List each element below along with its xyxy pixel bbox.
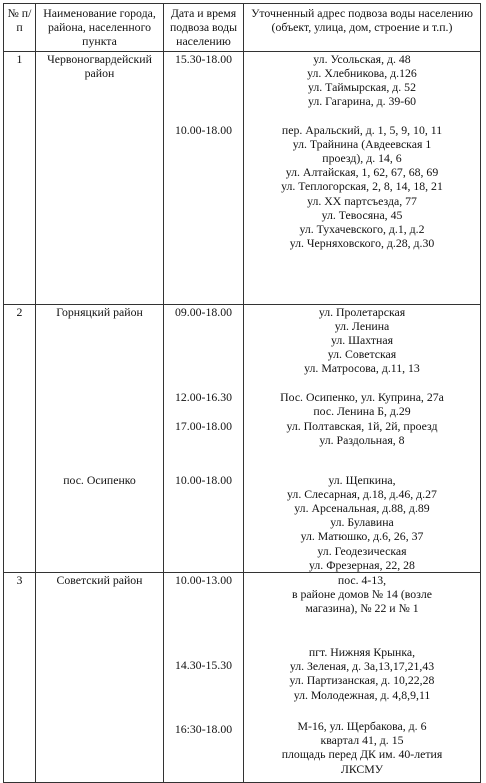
address-line: Пос. Осипенко, ул. Куприна, 27а — [280, 389, 444, 404]
time-slot: 10.00-18.00 — [174, 122, 232, 137]
address-line: ул. Пролетарская — [318, 304, 406, 319]
address-block — [246, 645, 478, 719]
table-row — [4, 51, 481, 304]
address-line: пгт. Нижняя Крынка, — [308, 645, 416, 660]
address-line: пос. Ленина Б, д.29 — [313, 403, 411, 418]
address-block — [246, 419, 478, 473]
header-time: Дата и время подвоза воды населению — [164, 4, 244, 52]
water-delivery-table — [3, 3, 481, 783]
address-block — [246, 719, 478, 776]
address-line: ул. Матросова, д.11, 13 — [304, 361, 420, 376]
address-line: ул. Зеленая, д. 3а,13,17,21,43 — [289, 659, 435, 674]
address-line: ул. Слесарная, д.18, д.46, д.27 — [287, 486, 437, 501]
row-district — [36, 304, 164, 572]
time-slot: 14.30-15.30 — [174, 658, 232, 673]
table-row — [4, 573, 481, 783]
address-line: пос. 4-13, — [337, 573, 387, 588]
row-addresses — [244, 573, 481, 783]
address-line: ул. Матюшко, д.6, 26, 37 — [300, 529, 424, 544]
header-num: № п/п — [4, 4, 36, 52]
row-num: 3 — [4, 573, 36, 783]
row-times — [164, 304, 244, 572]
row-district: Червоногвардейский район — [36, 51, 164, 304]
address-line: ул. Раздольная, 8 — [319, 432, 405, 447]
address-line: ул. Молодежная, д. 4,8,9,11 — [293, 687, 431, 702]
address-line: ул. Советская — [327, 347, 397, 362]
address-line: ул. Геодезическая — [317, 543, 407, 558]
time-slot: 17.00-18.00 — [174, 418, 232, 433]
address-line: ул. Черняховского, д.28, д.30 — [289, 236, 435, 251]
address-line: М-16, ул. Щербакова, д. 6 — [297, 719, 427, 734]
address-line: ул. Гагарина, д. 39-60 — [307, 94, 417, 109]
address-line: проезд), д. 14, 6 — [322, 151, 402, 166]
row-num: 2 — [4, 304, 36, 572]
address-line: пер. Аральский, д. 1, 5, 9, 10, 11 — [281, 122, 443, 137]
address-block — [246, 123, 478, 251]
address-line: ул. Таймырская, д. 52 — [308, 80, 416, 95]
address-line: ул. Полтавская, 1й, 2й, проезд — [286, 418, 438, 433]
row-num: 1 — [4, 51, 36, 304]
address-block — [246, 305, 478, 390]
address-line: ЛКСМУ — [340, 761, 384, 776]
address-line: ул. XX партсъезда, 77 — [307, 193, 417, 208]
district-name: Горняцкий район — [56, 304, 143, 319]
time-slot: 10.00-18.00 — [174, 472, 232, 487]
address-block — [246, 573, 478, 645]
time-slot: 16:30-18.00 — [174, 722, 233, 737]
address-line: ул. Ленина — [334, 318, 390, 333]
row-addresses — [244, 304, 481, 572]
settlement-name: пос. Осипенко — [63, 472, 136, 487]
address-line: ул. Тухачевского, д.1, д.2 — [299, 222, 425, 237]
address-block — [246, 473, 478, 572]
address-line: площадь перед ДК им. 40-летия — [281, 747, 443, 762]
address-line: ул. Партизанская, д. 10,22,28 — [289, 673, 435, 688]
address-line: ул. Теплогорская, 2, 8, 14, 18, 21 — [281, 179, 443, 194]
address-block — [246, 390, 478, 419]
address-line: ул. Булавина — [330, 515, 394, 530]
address-line: ул. Усольская, д. 48 — [313, 51, 411, 66]
table-header-row — [4, 4, 481, 52]
address-line: ул. Шахтная — [330, 333, 394, 348]
address-line: магазина), № 22 и № 1 — [305, 601, 419, 616]
row-times — [164, 573, 244, 783]
header-name: Наименование города, района, населенного пункта — [36, 4, 164, 52]
address-line: ул. Алтайская, 1, 62, 67, 68, 69 — [285, 165, 439, 180]
row-times — [164, 51, 244, 304]
row-addresses — [244, 51, 481, 304]
table-row — [4, 304, 481, 572]
row-district: Советский район — [36, 573, 164, 783]
time-slot: 09.00-18.00 — [174, 304, 232, 319]
address-line: ул. Щепкина, — [328, 472, 396, 487]
address-line: ул. Хлебникова, д.126 — [307, 65, 417, 80]
address-line: ул. Арсенальная, д.88, д.89 — [294, 501, 430, 516]
time-slot: 10.00-13.00 — [174, 573, 232, 588]
address-line: ул. Тевосяна, 45 — [321, 207, 403, 222]
address-line: квартал 41, д. 15 — [320, 733, 404, 748]
address-line: ул. Трайнина (Авдеевская 1 — [292, 136, 432, 151]
address-block — [246, 52, 478, 123]
address-line: ул. Фрезерная, 22, 28 — [309, 557, 415, 572]
time-slot: 15.30-18.00 — [174, 51, 232, 66]
time-slot: 12.00-16.30 — [174, 389, 232, 404]
header-address: Уточненный адрес подвоза воды населению (объект, улица, дом, строение и т.п.) — [244, 4, 481, 52]
address-line: в районе домов № 14 (возле — [292, 587, 432, 602]
